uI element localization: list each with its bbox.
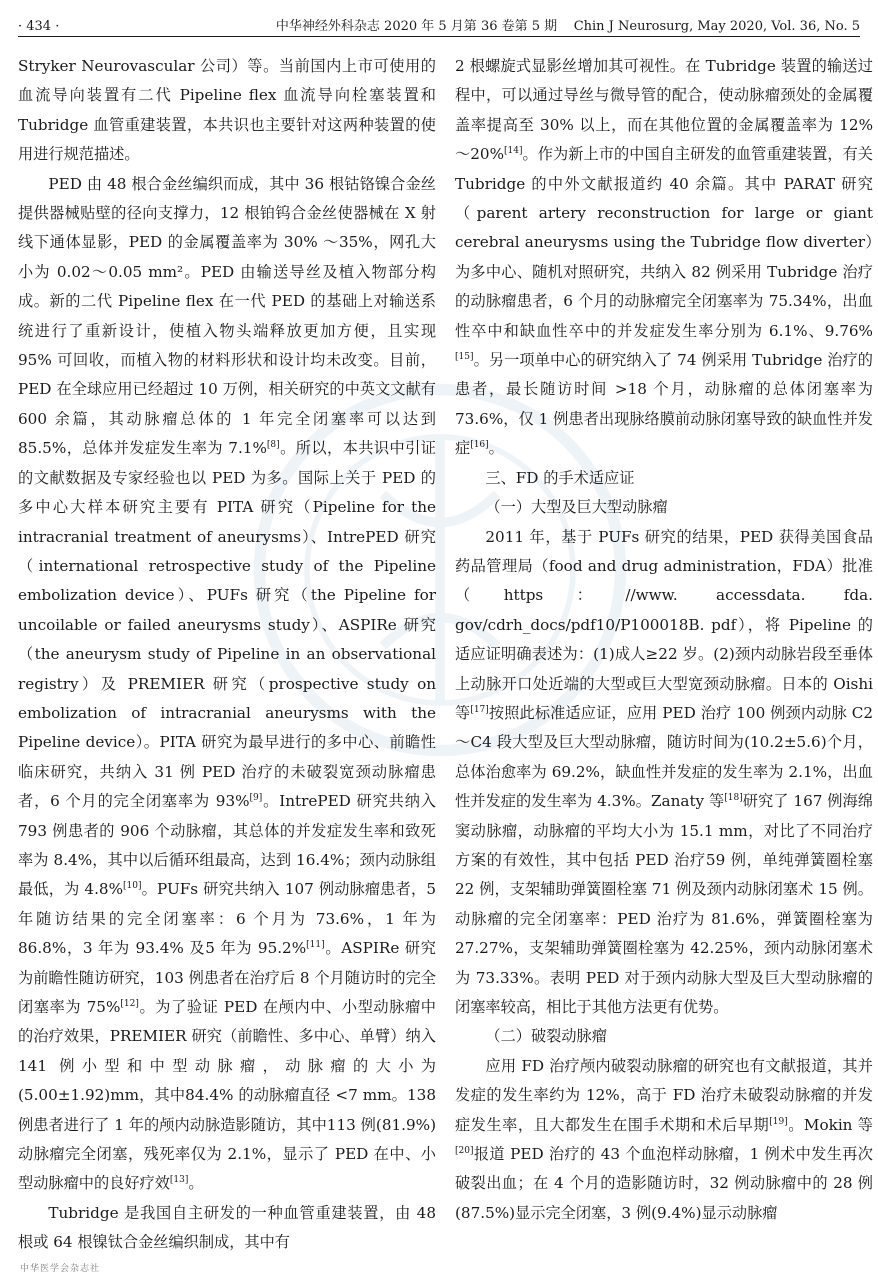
subsection-heading-large-aneurysms: （一）大型及巨大型动脉瘤 — [485, 498, 668, 517]
citation-12[interactable]: [12] — [120, 998, 139, 1009]
citation-20[interactable]: [20] — [455, 1145, 474, 1156]
paragraph-ruptured-aneurysms: 应用 FD 治疗颅内破裂动脉瘤的研究也有文献报道，其并发症的发生率约为 12%，高于 FD 治疗未破裂动脉瘤的并发症发生率，且大都发生在围手术期和术后早期[19]。Mokin 等[20]报道 PED 治疗的 43 个血泡样动脉瘤，1 例术中发生再次破裂出血；在 4 个月的造影随访时，32 例动脉瘤中的 28 例(87.5%)显示完全闭塞，3 例(9.4%)显示动脉瘤 — [455, 1056, 873, 1222]
subsection-heading-ruptured-aneurysms: （二）破裂动脉瘤 — [485, 1027, 607, 1046]
citation-18[interactable]: [18] — [724, 793, 743, 804]
header-divider — [18, 36, 860, 37]
paragraph-tubridge-intro: Tubridge 是我国自主研发的一种血管重建装置，由 48 根或 64 根镍钛合金丝编织制成，其中有 — [18, 1203, 436, 1252]
citation-11[interactable]: [11] — [306, 940, 325, 951]
journal-title-en: Chin J Neurosurg, May 2020, Vol. 36, No. 5 — [573, 19, 860, 34]
paragraph-intro-devices: Stryker Neurovascular 公司）等。当前国内上市可使用的血流导向装置有二代 Pipeline flex 血流导向栓塞装置和 Tubridge 血管重建装置，本共识也主要针对这两种装置的使用进行规范描述。 — [18, 57, 436, 164]
citation-8[interactable]: [8] — [266, 440, 280, 451]
journal-info — [276, 15, 860, 34]
citation-17[interactable]: [17] — [470, 704, 489, 715]
section-heading-indications: 三、FD 的手术适应证 — [485, 468, 635, 487]
citation-13[interactable]: [13] — [169, 1175, 189, 1186]
citation-14[interactable]: [14] — [504, 146, 523, 157]
right-column — [455, 52, 873, 1272]
paragraph-large-aneurysms: 2011 年，基于 PUFs 研究的结果，PED 获得美国食品药品管理局（food and drug administration，FDA）批准（https：//www. accessdata. fda. gov/cdrh_docs/pdf10/P100018B. pdf），将 Pipeline 的适应证明确表述为：(1)成人≥22 岁。(2)颈内动脉岩段至垂体上动脉开口处近端的大型或巨大型宽颈动脉瘤。日本的 Oishi 等[17]按照此标准适应证，应用 PED 治疗 100 例颈内动脉 C2～C4 段大型及巨大型动脉瘤，随访时间为(10.2±5.6)个月，总体治愈率为 69.2%，缺血性并发症的发生率为 2.1%，出血性并发症的发生率为 4.3%。Zanaty 等[18]研究了 167 例海绵窦动脉瘤，动脉瘤的平均大小为 15.1 mm，对比了不同治疗方案的有效性，其中包括 PED 治疗59 例，单纯弹簧圈栓塞 22 例，支架辅助弹簧圈栓塞 71 例及颈内动脉闭塞术 15 例。动脉瘤的完全闭塞率：PED 治疗为 81.6%，弹簧圈栓塞为 27.27%，支架辅助弹簧圈栓塞为 42.25%，颈内动脉闭塞术为 73.33%。表明 PED 对于颈内动脉大型及巨大型动脉瘤的闭塞率较高，相比于其他方法更有优势。 — [455, 527, 873, 1016]
citation-10[interactable]: [10] — [123, 881, 142, 892]
paragraph-tubridge: 2 根螺旋式显影丝增加其可视性。在 Tubridge 装置的输送过程中，可以通过导丝与微导管的配合，使动脉瘤颈处的金属覆盖率提高至 30% 以上，而在其他位置的金属覆盖率为 12% ～20%[14]。作为新上市的中国自主研发的血管重建装置，有关 Tubridge 的中外文献报道约 40 余篇。其中 PARAT 研究（parent artery reconstruction for large or giant cerebral aneurysms using the Tubridge flow diverter）为多中心、随机对照研究，共纳入 82 例采用 Tubridge 治疗的动脉瘤患者，6 个月的动脉瘤完全闭塞率为 75.34%，出血性卒中和缺血性卒中的并发症发生率分别为 6.1%、9.76%[15]。另一项单中心的研究纳入了 74 例采用 Tubridge 治疗的患者，最长随访时间 >18 个月，动脉瘤的总体闭塞率为 73.6%，仅 1 例患者出现脉络膜前动脉闭塞导致的缺血性并发症[16]。 — [455, 57, 873, 458]
citation-16[interactable]: [16] — [470, 440, 489, 451]
citation-15[interactable]: [15] — [455, 352, 474, 362]
paragraph-ped: PED 由 48 根合金丝编织而成，其中 36 根钴铬镍合金丝提供器械贴壁的径向支撑力，12 根铂钨合金丝使器械在 X 射线下通体显影，PED 的金属覆盖率为 30% ～35%，网孔大小为 0.02～0.05 mm²。PED 由输送导丝及植入物部分构成。新的二代 Pipeline flex 在一代 PED 的基础上对输送系统进行了重新设计，使植入物头端释放更加方便，且实现 95% 可回收，而植入物的材料形状和设计均未改变。目前，PED 在全球应用已经超过 10 万例，相关研究的中英文文献有 600 余篇，其动脉瘤总体的 1 年完全闭塞率可以达到 85.5%，总体并发症发生率为 7.1%[8]。所以，本共识中引证的文献数据及专家经验也以 PED 为多。国际上关于 PED 的多中心大样本研究主要有 PITA 研究（Pipeline for the intracranial treatment of aneurysms）、IntrePED 研究（international retrospective study of the Pipeline embolization device）、PUFs 研究（the Pipeline for uncoilable or failed aneurysms study）、ASPIRe 研究（the aneurysm study of Pipeline in an observational registry）及 PREMIER 研究（prospective study on embolization of intracranial aneurysms with the Pipeline device）。PITA 研究为最早进行的多中心、前瞻性临床研究，共纳入 31 例 PED 治疗的未破裂宽颈动脉瘤患者，6 个月的完全闭塞率为 93%[9]。IntrePED 研究共纳入793 例患者的 906 个动脉瘤，其总体的并发症发生率和致死率为 8.4%，其中以后循环组最高，达到 16.4%；颈内动脉组最低，为 4.8%[10]。PUFs 研究共纳入 107 例动脉瘤患者，5 年随访结果的完全闭塞率：6 个月为 73.6%，1 年为 86.8%，3 年为 93.4% 及5 年为 95.2%[11]。ASPIRe 研究为前瞻性随访研究，103 例患者在治疗后 8 个月随访时的完全闭塞率为 75%[12]。为了验证 PED 在颅内中、小型动脉瘤中的治疗效果，PREMIER 研究（前瞻性、多中心、单臂）纳入 141 例小型和中型动脉瘤，动脉瘤的大小为(5.00±1.92)mm，其中84.4% 的动脉瘤直径 <7 mm。138 例患者进行了 1 年的颅内动脉造影随访，其中113 例(81.9%)动脉瘤完全闭塞，残死率仅为 2.1%，显示了 PED 在中、小型动脉瘤中的良好疗效[13]。 — [18, 174, 436, 1193]
publisher-logo: 中华医学会杂志社 — [20, 1264, 101, 1274]
left-column — [18, 52, 436, 1272]
page-header — [18, 8, 860, 34]
journal-title-cn: 中华神经外科杂志 2020 年 5 月第 36 卷第 5 期 — [275, 19, 558, 34]
page-number: · 434 · — [18, 19, 60, 34]
citation-9[interactable]: [9] — [249, 793, 263, 804]
citation-19[interactable]: [19] — [769, 1116, 788, 1127]
